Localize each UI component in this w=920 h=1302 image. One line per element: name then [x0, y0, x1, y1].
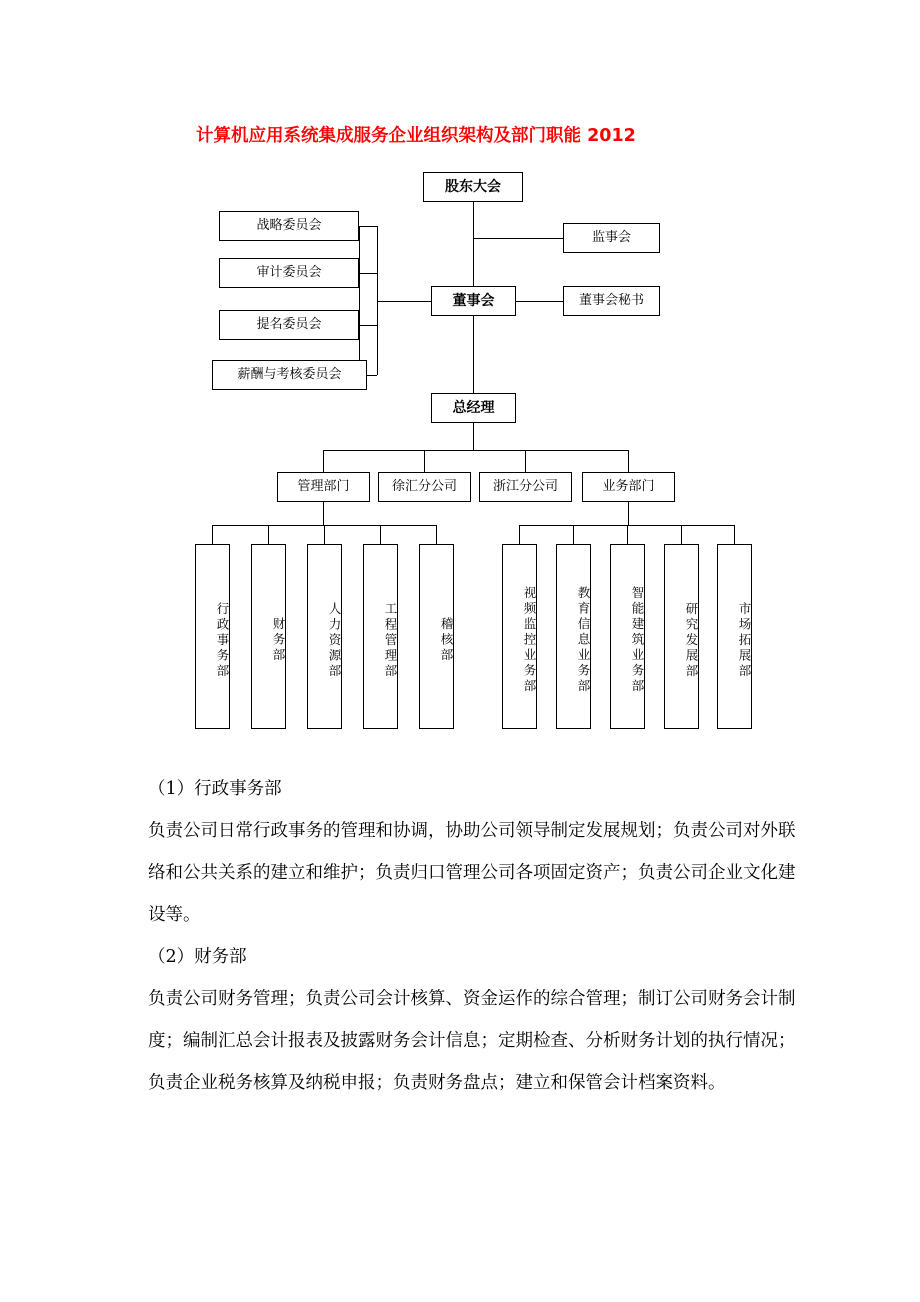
- node-hr-dept: 人力资源部: [307, 544, 342, 729]
- connector-mgmt-child-1: [212, 525, 213, 544]
- connector-mgmt-child-5: [436, 525, 437, 544]
- connector-shareholders-down: [473, 202, 474, 238]
- node-admin-affairs-dept: 行政事务部: [195, 544, 230, 729]
- section-2-paragraph: 负责公司财务管理；负责公司会计核算、资金运作的综合管理；制订公司财务会计制度；编制汇总会计报表及披露财务会计信息；定期检查、分析财务计划的执行情况；负责企业税务核算及纳税申报；负责财务盘点；建立和保管会计档案资料。: [148, 989, 796, 1093]
- connector-business-drop: [628, 450, 629, 472]
- node-intelligent-building-business-dept: 智能建筑业务部: [610, 544, 645, 729]
- connector-mgmt-down: [323, 502, 324, 525]
- connector-business-down: [628, 502, 629, 525]
- node-remuneration-committee: 薪酬与考核委员会: [212, 360, 367, 390]
- node-management-dept: 管理部门: [277, 472, 370, 502]
- connector-strategy-stub: [359, 226, 377, 227]
- section-1-heading: （1）行政事务部: [148, 779, 282, 799]
- node-general-manager: 总经理: [431, 393, 516, 423]
- connector-mgmt-child-4: [380, 525, 381, 544]
- connector-xuhui-drop: [424, 450, 425, 472]
- node-strategy-committee: 战略委员会: [219, 211, 359, 241]
- connector-zhejiang-drop: [525, 450, 526, 472]
- node-shareholders-meeting: 股东大会: [423, 172, 523, 202]
- connector-mgmt-child-2: [268, 525, 269, 544]
- node-engineering-mgmt-dept: 工程管理部: [363, 544, 398, 729]
- section-2-heading: （2）财务部: [148, 947, 247, 967]
- connector-business-child-5: [734, 525, 735, 544]
- node-nomination-committee: 提名委员会: [219, 310, 359, 340]
- node-xuhui-branch: 徐汇分公司: [378, 472, 471, 502]
- document-body: [112, 768, 812, 1104]
- connector-gm-down: [473, 423, 474, 450]
- connector-committee-spine: [359, 226, 360, 375]
- section-1-paragraph: 负责公司日常行政事务的管理和协调，协助公司领导制定发展规划；负责公司对外联络和公共关系的建立和维护；负责归口管理公司各项固定资产；负责公司企业文化建设等。: [148, 821, 796, 925]
- connector-board-to-secretary: [516, 301, 563, 302]
- node-finance-dept: 财务部: [251, 544, 286, 729]
- connector-business-child-4: [681, 525, 682, 544]
- node-board-secretary: 董事会秘书: [563, 286, 660, 316]
- connector-nomination-stub: [359, 325, 377, 326]
- connector-shareholders-to-board: [473, 238, 474, 286]
- node-supervisory-board: 监事会: [563, 223, 660, 253]
- connector-audit-stub: [359, 273, 377, 274]
- connector-business-child-2: [573, 525, 574, 544]
- connector-to-supervisory: [473, 238, 563, 239]
- node-audit-committee: 审计委员会: [219, 258, 359, 288]
- connector-business-child-3: [627, 525, 628, 544]
- node-zhejiang-branch: 浙江分公司: [479, 472, 572, 502]
- node-audit-dept: 稽核部: [419, 544, 454, 729]
- connector-level2-bus: [323, 450, 628, 451]
- connector-business-child-1: [519, 525, 520, 544]
- connector-mgmt-drop: [323, 450, 324, 472]
- node-video-surveillance-business-dept: 视频监控业务部: [502, 544, 537, 729]
- node-business-dept: 业务部门: [582, 472, 675, 502]
- node-research-development-dept: 研究发展部: [664, 544, 699, 729]
- connector-board-to-gm: [473, 316, 474, 393]
- connector-committee-to-board: [377, 301, 431, 302]
- node-board-of-directors: 董事会: [431, 286, 516, 316]
- node-education-information-business-dept: 教育信息业务部: [556, 544, 591, 729]
- connector-mgmt-child-3: [324, 525, 325, 544]
- page-title: 计算机应用系统集成服务企业组织架构及部门职能 2012: [196, 126, 636, 146]
- node-market-expansion-dept: 市场拓展部: [717, 544, 752, 729]
